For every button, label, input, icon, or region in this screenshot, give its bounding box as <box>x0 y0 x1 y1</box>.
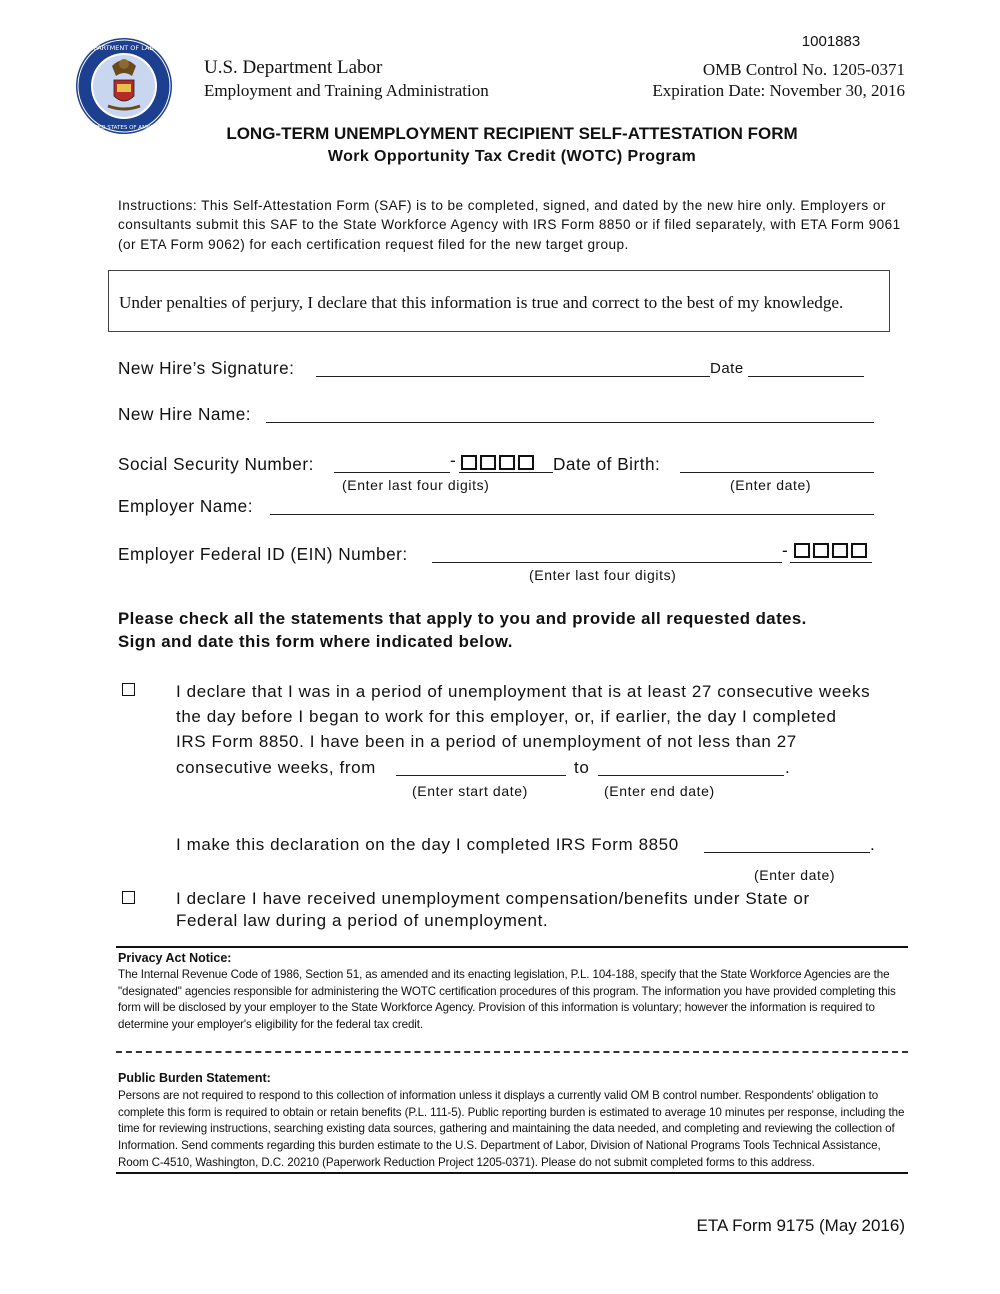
privacy-top-rule <box>116 946 908 948</box>
statement2-line1: I declare I have received unemployment compensation/benefits under State or <box>176 889 810 908</box>
ein-field[interactable] <box>432 562 782 563</box>
statement1-checkbox[interactable] <box>122 683 135 696</box>
ssn-field[interactable] <box>334 472 450 473</box>
instructions-text: Instructions: This Self-Attestation Form (SAF) is to be completed, signed, and dated by the new hire only. Employers or consultants submit this SAF to the State Workforce Agency with IRS Form 8850 or if filed separately, with ETA Form 9061 (or ETA Form 9062) for each certification request filed for the new target group. <box>118 198 901 252</box>
perjury-statement: Under penalties of perjury, I declare that this information is true and correct to the best of my knowledge. <box>119 293 844 312</box>
ssn-dash: - <box>450 450 457 470</box>
agency-subname: Employment and Training Administration <box>204 81 489 100</box>
agency-name: U.S. Department Labor <box>204 57 383 78</box>
ein-dash: - <box>782 540 789 560</box>
statement1-to-label: to <box>574 758 590 777</box>
ein-label: Employer Federal ID (EIN) Number: <box>118 544 408 564</box>
ssn-box-underline <box>459 472 553 473</box>
signature-date-field[interactable] <box>748 376 864 377</box>
privacy-text: The Internal Revenue Code of 1986, Section 51, as amended and its enacting legislation, P.L. 104-188, specify that the State Workforce Agencies are the "designated" agencies responsible for administering the WOTC certification procedures of this program. The information you have provided completing this form will be disclosed by your employer to the State Workforce Agency. Provision of this information is voluntary; however the information is required to determine your employer's eligibility for the federal tax credit. <box>118 968 896 1032</box>
employer-name-field[interactable] <box>270 514 874 515</box>
declaration-period: . <box>870 835 876 854</box>
ssn-hint: (Enter last four digits) <box>342 477 490 493</box>
expiration-date: Expiration Date: November 30, 2016 <box>652 81 905 100</box>
notice-divider <box>116 1051 908 1053</box>
unemployment-end-date-field[interactable] <box>598 775 784 776</box>
ein-box-underline <box>790 562 872 563</box>
dob-field[interactable] <box>680 472 874 473</box>
end-date-hint: (Enter end date) <box>604 783 715 799</box>
signature-label: New Hire’s Signature: <box>118 358 295 378</box>
declaration-date-hint: (Enter date) <box>754 867 836 883</box>
dob-label: Date of Birth: <box>553 454 661 474</box>
statement1-line3: IRS Form 8850. I have been in a period of unemployment of not less than 27 <box>176 732 797 751</box>
declaration-text: I make this declaration on the day I completed IRS Form 8850 <box>176 835 679 854</box>
privacy-title: Privacy Act Notice: <box>118 951 232 965</box>
statement1-period: . <box>785 758 791 777</box>
check-instructions-line2: Sign and date this form where indicated below. <box>118 632 513 651</box>
form-number-footer: ETA Form 9175 (May 2016) <box>696 1216 905 1235</box>
form-subtitle: Work Opportunity Tax Credit (WOTC) Program <box>327 148 697 165</box>
statement1-line2: the day before I began to work for this employer, or, if earlier, the day I completed <box>176 707 837 726</box>
statement1-from-label: consecutive weeks, from <box>176 758 376 777</box>
start-date-hint: (Enter start date) <box>412 783 528 799</box>
statement2-line2: Federal law during a period of unemployment. <box>176 911 549 930</box>
burden-bottom-rule <box>116 1172 908 1174</box>
declaration-date-field[interactable] <box>704 852 870 853</box>
new-hire-name-label: New Hire Name: <box>118 404 252 424</box>
svg-text:UNITED STATES OF AMERICA: UNITED STATES OF AMERICA <box>84 125 164 131</box>
signature-field[interactable] <box>316 376 710 377</box>
ein-last-four-boxes[interactable] <box>794 543 870 563</box>
svg-text:DEPARTMENT OF LABOR: DEPARTMENT OF LABOR <box>84 44 164 52</box>
dol-seal-logo <box>74 36 174 136</box>
ssn-label: Social Security Number: <box>118 454 314 474</box>
burden-title: Public Burden Statement: <box>118 1071 271 1085</box>
new-hire-name-field[interactable] <box>266 422 874 423</box>
date-label: Date <box>710 360 744 377</box>
check-instructions-line1: Please check all the statements that apply to you and provide all requested dates. <box>118 609 807 628</box>
perjury-statement-box <box>108 270 890 332</box>
statement1-line1: I declare that I was in a period of unemployment that is at least 27 consecutive weeks <box>176 682 871 701</box>
employer-name-label: Employer Name: <box>118 496 253 516</box>
omb-control-number: OMB Control No. 1205-0371 <box>702 60 905 79</box>
unemployment-start-date-field[interactable] <box>396 775 566 776</box>
ein-hint: (Enter last four digits) <box>529 567 677 583</box>
form-title: LONG-TERM UNEMPLOYMENT RECIPIENT SELF-ATTESTATION FORM <box>226 124 798 143</box>
statement2-checkbox[interactable] <box>122 891 135 904</box>
document-number: 1001883 <box>801 33 861 50</box>
burden-text: Persons are not required to respond to this collection of information unless it displays a currently valid OM B control number. Respondents' obligation to complete this form is required to obtain or retain benefits (P.L. 111-5). Public reporting burden is estimated to average 10 minutes per response, including the time for reviewing instructions, searching existing data sources, gathering and maintaining the data needed, and completing and reviewing the collection of Information. Send comments regarding this burden estimate to the U.S. Department of Labor, Division of National Programs Tools Technical Assistance, Room C-4510, Washington, D.C. 20210 (Paperwork Reduction Project 1205-0371). Please do not submit completed forms to this address. <box>118 1089 905 1169</box>
dob-hint: (Enter date) <box>730 477 812 493</box>
